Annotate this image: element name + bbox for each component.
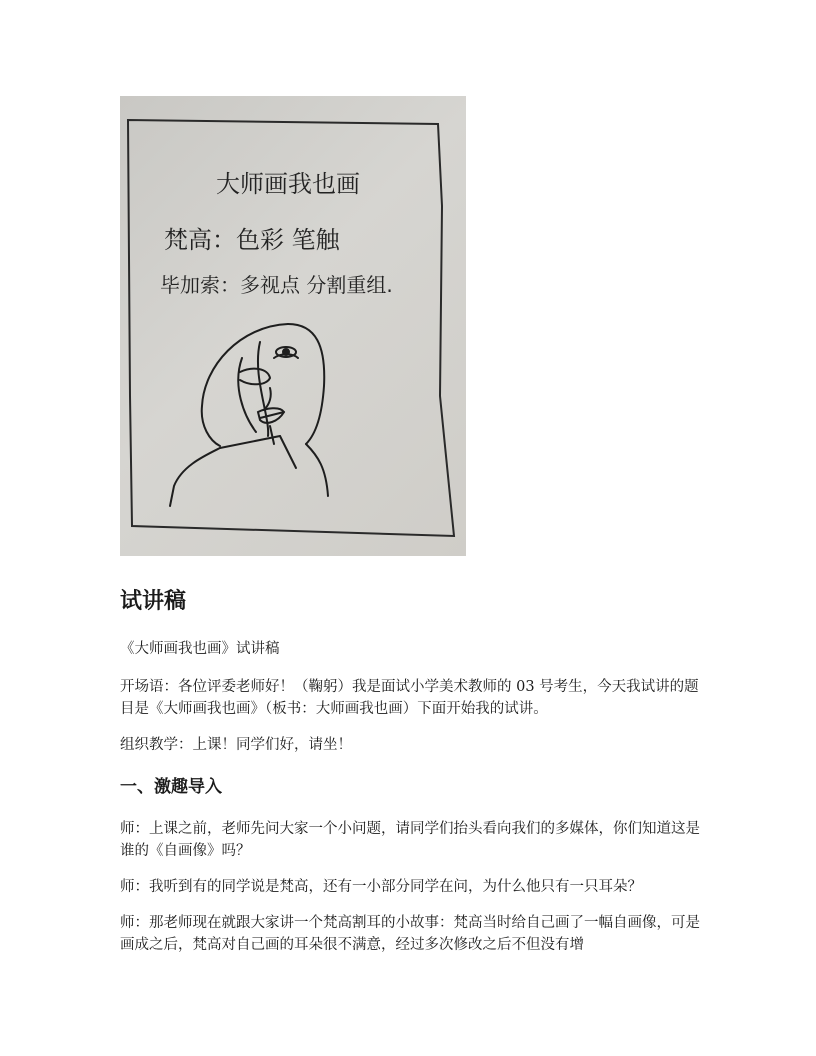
paragraph-teacher-2: 师：我听到有的同学说是梵高，还有一小部分同学在问，为什么他只有一只耳朵？ bbox=[120, 879, 642, 895]
sketch-drawing bbox=[120, 96, 466, 556]
paragraph-opening: 开场语：各位评委老师好！（鞠躬）我是面试小学美术教师的 03 号考生，今天我试讲的题目是《大师画我也画》（板书：大师画我也画）下面开始我的试讲。 bbox=[120, 679, 699, 717]
card-line-vangogh: 梵高：色彩 笔触 bbox=[164, 226, 340, 254]
section-heading-intro: 一、激趣导入 bbox=[120, 777, 222, 797]
paragraph-teacher-3: 师：那老师现在就跟大家讲一个梵高割耳的小故事：梵高当时给自己画了一幅自画像，可是画成之后，梵高对自己画的耳朵很不满意，经过多次修改之后不但没有增 bbox=[120, 915, 700, 953]
paragraph-subtitle: 《大师画我也画》试讲稿 bbox=[120, 641, 280, 657]
portrait-drawing bbox=[170, 324, 328, 506]
page-title: 试讲稿 bbox=[120, 589, 187, 614]
paragraph-teacher-1: 师：上课之前，老师先问大家一个小问题，请同学们抬头看向我们的多媒体，你们知道这是谁的《自画像》吗？ bbox=[120, 821, 700, 859]
paragraph-organize: 组织教学：上课！同学们好，请坐！ bbox=[120, 737, 352, 753]
board-sketch-photo bbox=[120, 96, 466, 556]
card-title: 大师画我也画 bbox=[216, 170, 360, 198]
card-line-picasso: 毕加索：多视点 分割重组. bbox=[160, 273, 393, 297]
